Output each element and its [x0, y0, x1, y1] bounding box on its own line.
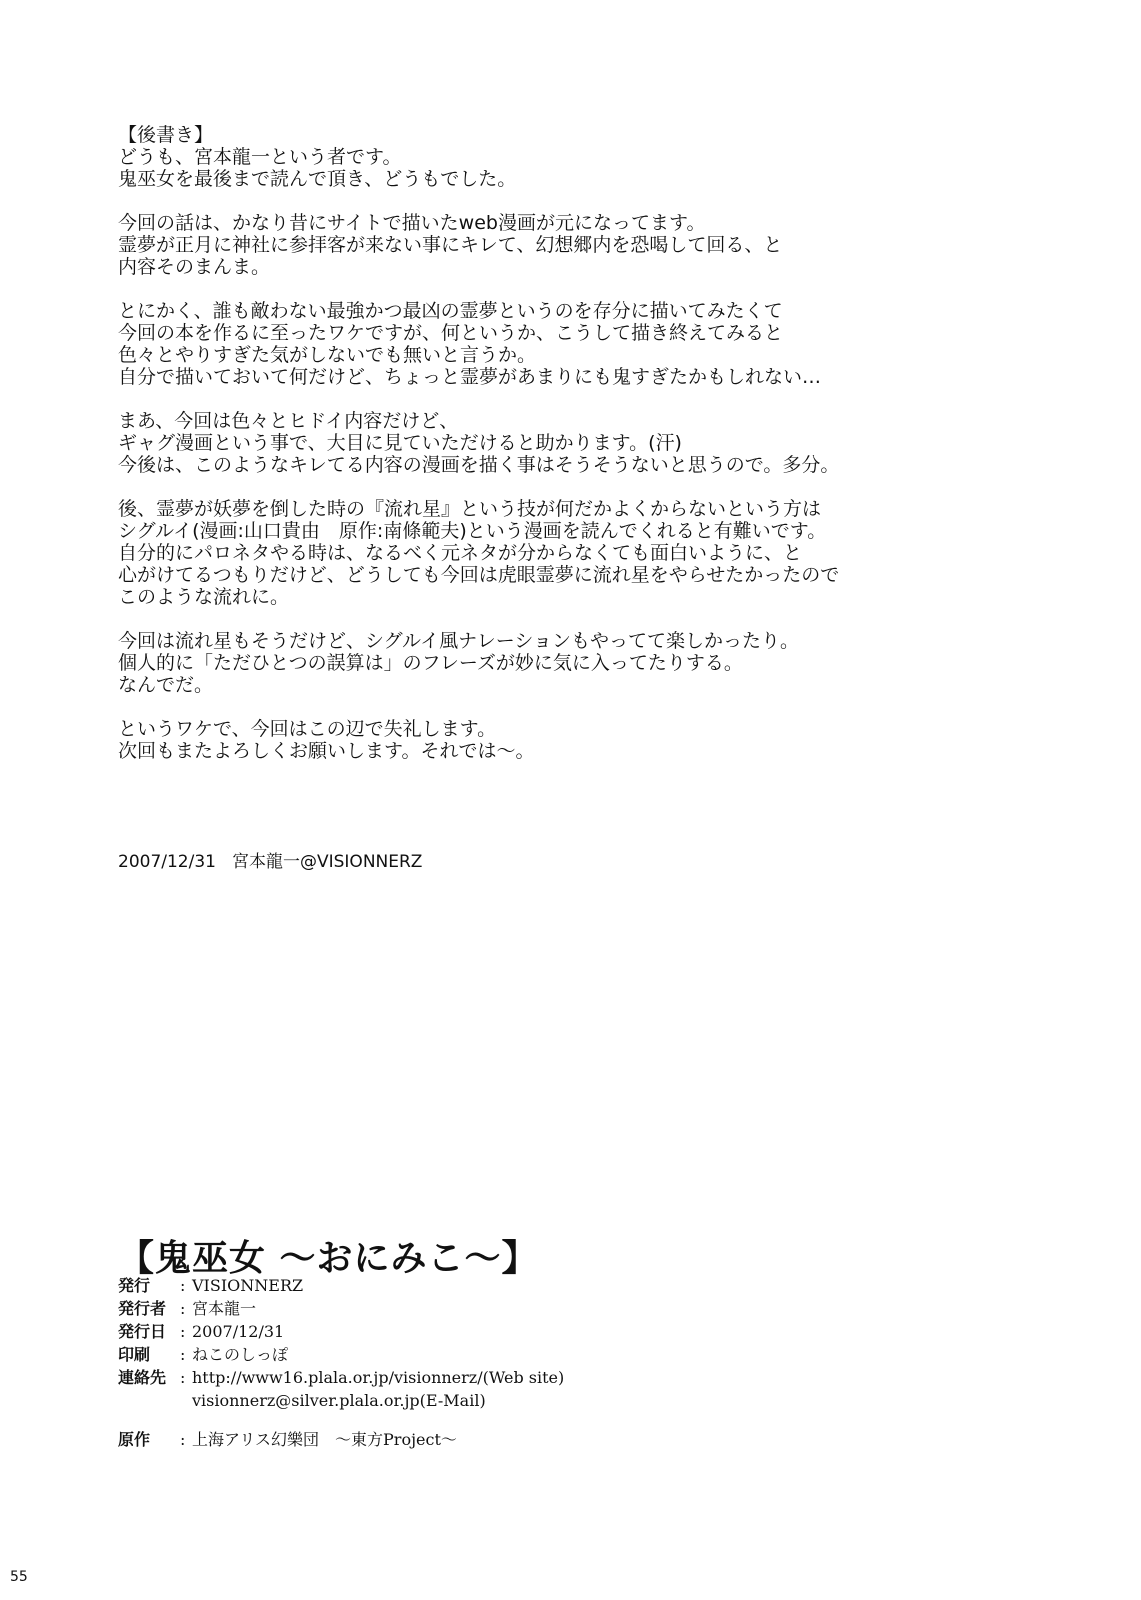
text-line: このような流れに。 — [118, 586, 290, 608]
text-line: 今回は流れ星もそうだけど、シグルイ風ナレーションもやってて楽しかったり。 — [118, 630, 799, 652]
text-line: まあ、今回は色々とヒドイ内容だけど、 — [118, 410, 459, 432]
text-line: シグルイ(漫画:山口貴由 原作:南條範夫)という漫画を読んでくれると有難いです。 — [118, 520, 827, 542]
text-line: 自分で描いておいて何だけど、ちょっと霊夢があまりにも鬼すぎたかもしれない… — [118, 366, 822, 388]
colophon-value: ねこのしっぽ — [192, 1345, 289, 1364]
colophon-row: 連絡先 : http://www16.plala.or.jp/visionnerz/(Web site) — [118, 1368, 565, 1387]
colophon-label: 発行者 — [118, 1299, 167, 1318]
paragraph — [118, 718, 1018, 762]
text-line: 色々とやりすぎた気がしないでも無いと言うか。 — [118, 344, 537, 366]
paragraph — [118, 146, 1018, 190]
afterword-heading: 【後書き】 — [118, 124, 214, 146]
signature — [118, 847, 422, 872]
text-line: 霊夢が正月に神社に参拝客が来ない事にキレて、幻想郷内を恐喝して回る、と — [118, 234, 783, 256]
colophon-row: 発行者 : 宮本龍一 — [118, 1299, 257, 1318]
paragraph — [118, 212, 1018, 278]
colophon-value: VISIONNERZ — [192, 1276, 304, 1295]
colophon-value: 宮本龍一 — [192, 1299, 257, 1318]
text-line: 次回もまたよろしくお願いします。それでは～。 — [118, 740, 535, 762]
paragraph — [118, 630, 1018, 696]
colophon-value: 上海アリス幻樂団 ～東方Project～ — [192, 1430, 457, 1449]
text-line: 自分的にパロネタやる時は、なるべく元ネタが分からなくても面白いように、と — [118, 542, 803, 564]
text-line: というワケで、今回はこの辺で失礼します。 — [118, 718, 497, 740]
colophon-row: 印刷 : ねこのしっぽ — [118, 1345, 289, 1364]
text-line: ギャグ漫画という事で、大目に見ていただけると助かります。(汗) — [118, 432, 682, 454]
colophon-value: 2007/12/31 — [192, 1322, 285, 1341]
text-line: 今後は、このようなキレてる内容の漫画を描く事はそうそうないと思うので。多分。 — [118, 454, 840, 476]
page-number: 55 — [10, 1569, 28, 1585]
text-line: 心がけてるつもりだけど、どうしても今回は虎眼霊夢に流れ星をやらせたかったので — [118, 564, 840, 586]
colophon-row: 発行日 : 2007/12/31 — [118, 1322, 285, 1341]
text-line: 今回の話は、かなり昔にサイトで描いたweb漫画が元になってます。 — [118, 212, 706, 234]
contact-website: http://www16.plala.or.jp/visionnerz/(Web site) — [192, 1368, 565, 1387]
colophon — [118, 1274, 564, 1451]
text-line: 今回の本を作るに至ったワケですが、何というか、こうして描き終えてみると — [118, 322, 784, 344]
colophon-label: 原作 — [118, 1430, 151, 1449]
text-line: 内容そのまんま。 — [118, 256, 271, 278]
text-line: 後、霊夢が妖夢を倒した時の『流れ星』という技が何だかよくからないという方は — [118, 498, 822, 520]
text-line: 鬼巫女を最後まで読んで頂き、どうもでした。 — [118, 168, 517, 190]
colophon-label: 発行日 — [118, 1322, 167, 1341]
colophon-row-origin: 原作 : 上海アリス幻樂団 ～東方Project～ — [118, 1430, 457, 1449]
colophon-row — [118, 1389, 564, 1412]
text-line: 個人的に「ただひとつの誤算は」のフレーズが妙に気に入ってたりする。 — [118, 652, 743, 674]
signature-author: 宮本龍一@VISIONNERZ — [231, 852, 423, 872]
colophon-row: 発行 : VISIONNERZ — [118, 1276, 304, 1295]
contact-email: visionnerz@silver.plala.or.jp(E-Mail) — [192, 1391, 486, 1410]
text-line: とにかく、誰も敵わない最強かつ最凶の霊夢というのを存分に描いてみたくて — [118, 300, 783, 322]
paragraph — [118, 498, 1018, 608]
text-line: なんでだ。 — [118, 674, 214, 696]
signature-date: 2007/12/31 — [118, 852, 216, 872]
colophon-label: 連絡先 — [118, 1368, 167, 1387]
paragraph — [118, 300, 1018, 388]
colophon-label: 発行 — [118, 1276, 151, 1295]
paragraph — [118, 410, 1018, 476]
afterword — [118, 124, 1018, 784]
colophon-label: 印刷 — [118, 1345, 151, 1364]
book-title: 【鬼巫女 ～おにみこ～】 — [118, 1237, 539, 1279]
text-line: どうも、宮本龍一という者です。 — [118, 146, 402, 168]
